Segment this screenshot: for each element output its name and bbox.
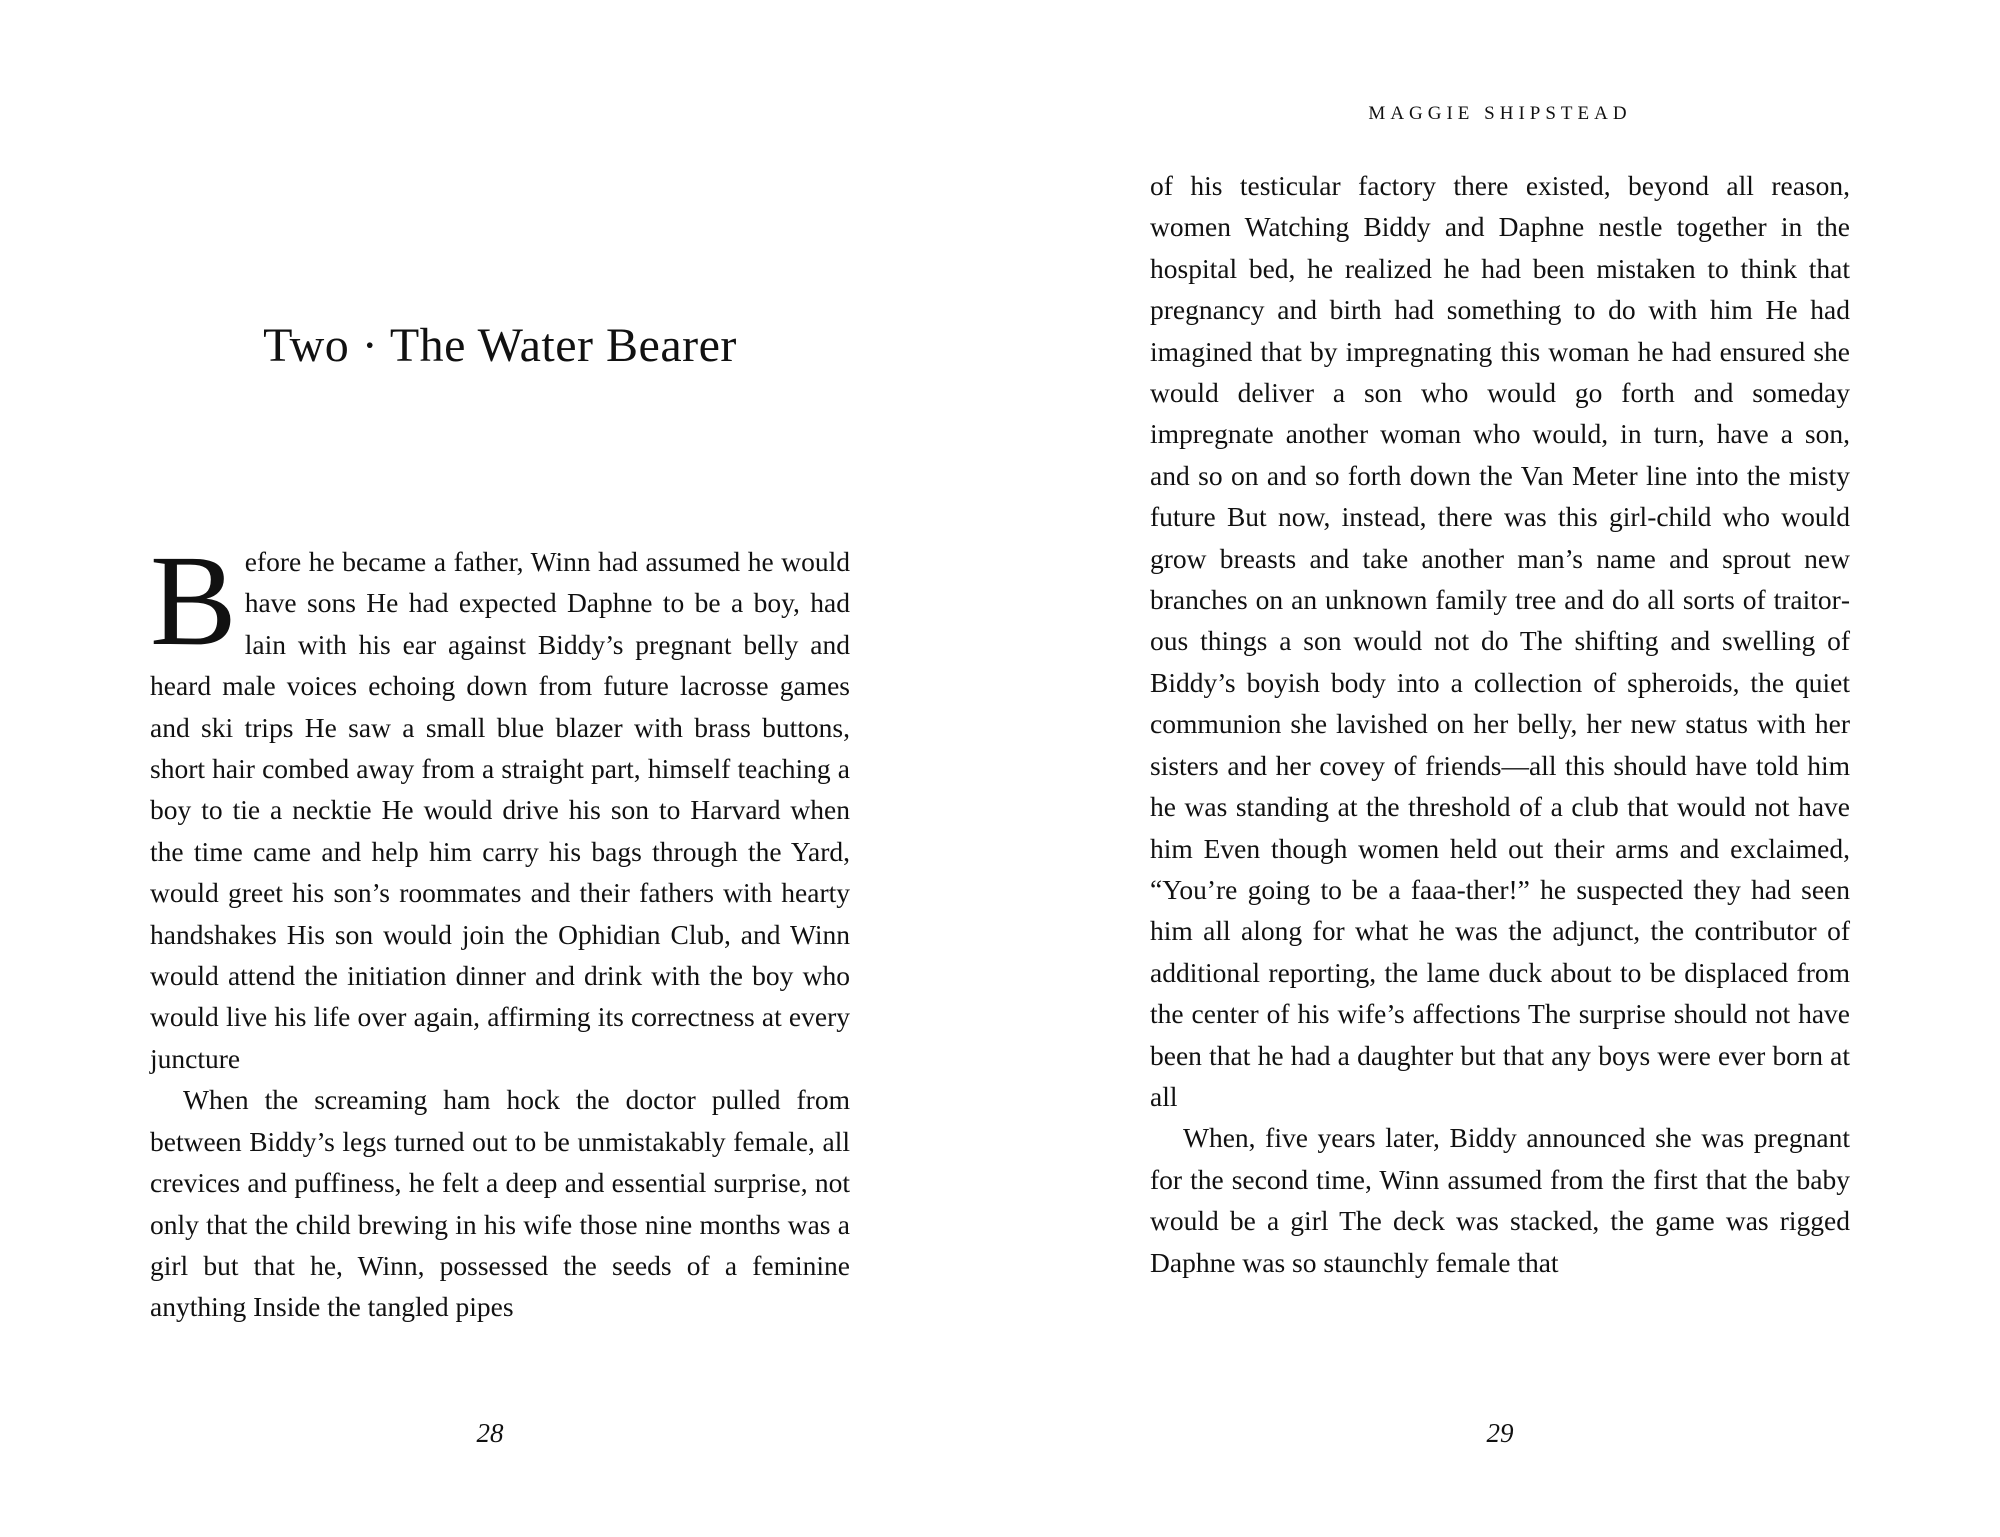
left-page-body — [150, 529, 850, 1328]
left-paragraph-1 — [150, 529, 850, 1079]
right-paragraph-2: When, five years later, Biddy announced she was pregnant for the second time, Winn assumed from the first that the baby would be a girl The deck was stacked, the game was rigged Daphne was so staunchly female that — [1150, 1122, 1850, 1278]
page-number-left: 28 — [476, 1418, 504, 1448]
right-page — [1000, 0, 2000, 1537]
left-paragraph-2: When the screaming ham hock the doctor pulled from between Biddy’s legs turned out to be unmistakably female, all crevices and puffiness, he felt a deep and essential surprise, not only that the child brewing in his wife those nine months was a girl but that he, Winn, possessed the seeds of a feminine anything Inside the tangled pipes — [150, 1084, 850, 1323]
drop-cap: B — [150, 529, 237, 673]
left-paragraph-1-text: efore he became a father, Winn had assumed he would have sons He had expected Daphne to be a boy, had lain with his ear against Biddy’s pregnant belly and heard male voices echoing down from future lacrosse games and ski trips He saw a small blue blazer with brass buttons, short hair combed away from a straight part, himself teaching a boy to tie a necktie He would drive his son to Harvard when the time came and help him carry his bags through the Yard, would greet his son’s roommates and their fathers with hearty handshakes His son would join the Ophidian Club, and Winn would attend the initiation dinner and drink with the boy who would live his life over again, affirming its correctness at every juncture — [150, 546, 850, 1074]
right-paragraph-1: of his testicular factory there existed, beyond all reason, women Watching Biddy and Daphne nestle together in the hospital bed, he realized he had been mistaken to think that pregnancy and birth had something to do with him He had imagined that by impregnating this woman he had ensured she would deliver a son who would go forth and someday impregnate another woman who would, in turn, have a son, and so on and so forth down the Van Meter line into the misty future But now, instead, there was this girl-child who would grow breasts and take another man’s name and sprout new branches on an unknown family tree and do all sorts of traitorous things a son would not do The shifting and swelling of Biddy’s boyish body into a collection of spheroids, the quiet communion she lavished on her belly, her new status with her sisters and her covey of friends—all this should have told him he was standing at the threshold of a club that would not have him Even though women held out their arms and exclaimed, “You’re going to be a faaa-ther!” he suspected they had seen him all along for what he was the adjunct, the contributor of additional reporting, the lame duck about to be displaced from the center of his wife’s affections The surprise should not have been that he had a daughter but that any boys were ever born at all — [1150, 170, 1850, 1112]
chapter-title: Two · The Water Bearer — [263, 319, 737, 372]
page-number-right: 29 — [1486, 1418, 1514, 1448]
running-head: MAGGIE SHIPSTEAD — [1368, 103, 1632, 124]
right-page-body — [1150, 165, 1850, 1283]
